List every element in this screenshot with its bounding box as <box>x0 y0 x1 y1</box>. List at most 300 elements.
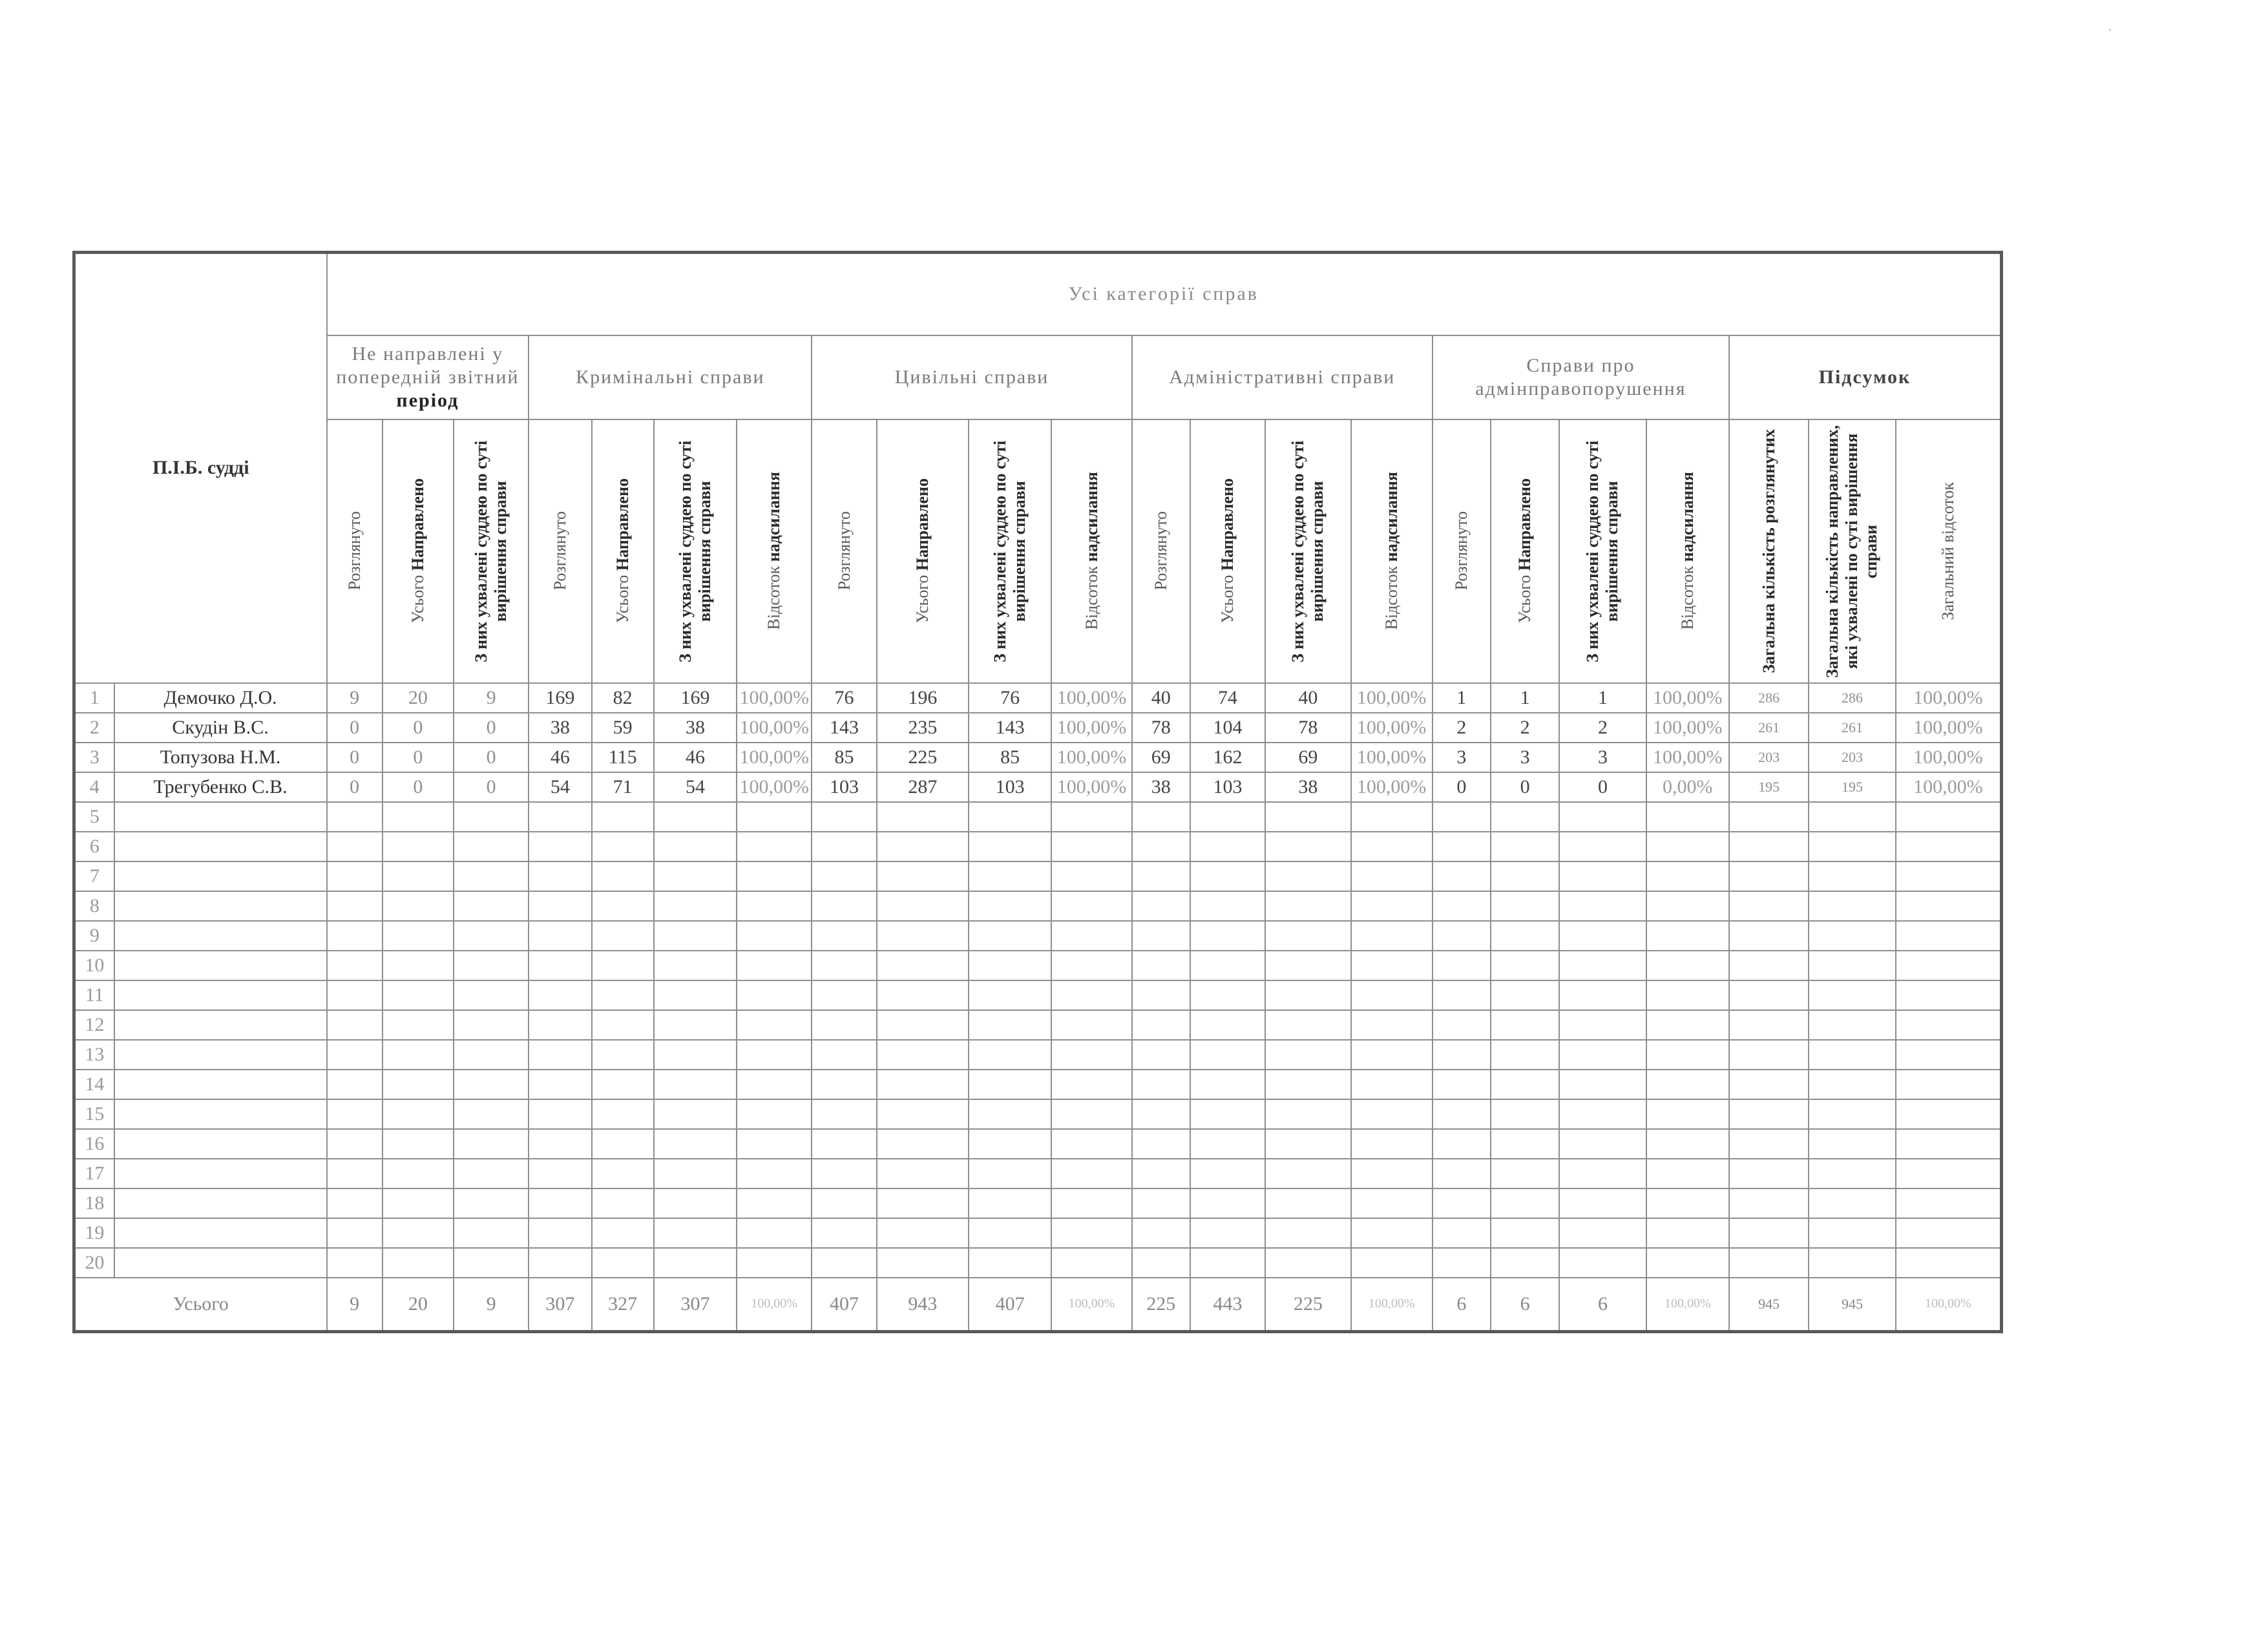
column-header <box>592 419 654 683</box>
table-cell <box>1433 951 1491 980</box>
table-cell <box>1051 951 1131 980</box>
row-number: 16 <box>74 1129 114 1159</box>
table-cell <box>1132 1010 1190 1040</box>
total-cell: 945 <box>1729 1278 1809 1332</box>
row-number: 13 <box>74 1040 114 1070</box>
table-cell <box>812 1129 876 1159</box>
judge-name <box>114 861 327 891</box>
table-cell <box>1351 980 1433 1010</box>
table-cell <box>737 891 812 921</box>
column-header <box>737 419 812 683</box>
table-cell <box>454 1040 529 1070</box>
table-cell <box>1351 1188 1433 1218</box>
column-header-text <box>676 422 715 681</box>
table-cell <box>383 861 454 891</box>
table-cell <box>1265 832 1350 861</box>
table-cell <box>327 1159 383 1188</box>
column-header-bold: Направлено <box>1218 478 1237 571</box>
table-cell <box>1896 951 2002 980</box>
table-cell: 115 <box>592 743 654 772</box>
table-cell <box>1809 1099 1895 1129</box>
table-cell <box>969 1188 1051 1218</box>
table-cell <box>1646 1129 1729 1159</box>
column-header-plain: Усього <box>912 571 932 624</box>
table-cell <box>1491 1129 1559 1159</box>
table-cell <box>383 1010 454 1040</box>
table-cell <box>1896 1099 2002 1129</box>
table-cell <box>1646 1248 1729 1278</box>
table-cell <box>454 1099 529 1129</box>
table-cell <box>1433 1129 1491 1159</box>
table-cell <box>1132 951 1190 980</box>
table-cell <box>812 980 876 1010</box>
table-cell <box>1132 1040 1190 1070</box>
column-header-text <box>1218 478 1237 623</box>
table-cell <box>969 1070 1051 1099</box>
table-cell <box>454 1010 529 1040</box>
table-cell <box>812 802 876 832</box>
column-header <box>1265 419 1350 683</box>
total-cell: 100,00% <box>1051 1278 1131 1332</box>
table-cell <box>812 921 876 951</box>
table-cell: 54 <box>529 772 591 802</box>
group-header <box>812 335 1131 419</box>
table-cell <box>592 802 654 832</box>
table-cell: 100,00% <box>1896 713 2002 743</box>
table-cell: 3 <box>1559 743 1646 772</box>
table-cell <box>1051 861 1131 891</box>
table-cell: 100,00% <box>1896 743 2002 772</box>
table-cell <box>969 1040 1051 1070</box>
table-cell <box>737 1218 812 1248</box>
column-header-plain: Відсоток <box>1677 562 1697 630</box>
table-cell: 0 <box>327 743 383 772</box>
group-header <box>1433 335 1729 419</box>
table-cell <box>1190 1129 1265 1159</box>
table-cell: 100,00% <box>1051 713 1131 743</box>
table-cell <box>812 861 876 891</box>
table-cell <box>1809 1070 1895 1099</box>
table-cell <box>877 1129 969 1159</box>
table-cell <box>812 1010 876 1040</box>
table-cell <box>654 1010 737 1040</box>
table-cell <box>1491 861 1559 891</box>
table-row <box>74 980 2002 1010</box>
table-row <box>74 1040 2002 1070</box>
table-cell: 0 <box>383 713 454 743</box>
column-header-plain: Відсоток <box>1381 562 1401 630</box>
judge-name <box>114 980 327 1010</box>
table-cell <box>1190 802 1265 832</box>
column-header <box>1051 419 1131 683</box>
table-cell: 286 <box>1809 683 1895 713</box>
table-cell <box>1729 832 1809 861</box>
table-row <box>74 1010 2002 1040</box>
total-cell: 225 <box>1265 1278 1350 1332</box>
table-cell <box>877 1070 969 1099</box>
row-number: 9 <box>74 921 114 951</box>
table-cell <box>1809 921 1895 951</box>
table-cell <box>969 802 1051 832</box>
table-cell: 100,00% <box>1051 683 1131 713</box>
table-cell: 0,00% <box>1646 772 1729 802</box>
judge-name <box>114 1099 327 1129</box>
table-cell <box>1729 861 1809 891</box>
table-cell <box>1646 951 1729 980</box>
table-cell <box>654 1129 737 1159</box>
table-cell <box>654 1188 737 1218</box>
judge-name <box>114 1159 327 1188</box>
table-cell <box>969 951 1051 980</box>
table-cell <box>1433 1070 1491 1099</box>
table-cell <box>1265 1218 1350 1248</box>
judge-name <box>114 832 327 861</box>
judge-name: Топузова Н.М. <box>114 743 327 772</box>
table-cell <box>592 1070 654 1099</box>
table-cell <box>327 951 383 980</box>
table-cell <box>1132 1218 1190 1248</box>
table-cell: 0 <box>454 713 529 743</box>
table-cell <box>592 891 654 921</box>
column-header <box>1809 419 1895 683</box>
table-cell <box>1809 980 1895 1010</box>
table-cell <box>1896 802 2002 832</box>
column-header-bold: надсилання <box>1381 472 1401 562</box>
table-cell <box>1491 802 1559 832</box>
table-cell <box>529 802 591 832</box>
table-cell <box>1646 1218 1729 1248</box>
column-header-bold: З них ухвалені суддею по суті вирішення справи <box>1583 439 1622 662</box>
table-cell: 100,00% <box>1351 772 1433 802</box>
table-cell <box>1729 891 1809 921</box>
table-cell <box>1051 1248 1131 1278</box>
column-header-text <box>613 478 633 623</box>
table-cell <box>1896 980 2002 1010</box>
table-cell: 100,00% <box>1051 743 1131 772</box>
table-row <box>74 713 2002 743</box>
table-cell <box>812 951 876 980</box>
table-cell <box>1896 1070 2002 1099</box>
table-cell <box>1433 980 1491 1010</box>
column-header-text <box>345 511 364 590</box>
table-cell <box>383 802 454 832</box>
table-cell: 169 <box>529 683 591 713</box>
table-cell: 38 <box>1265 772 1350 802</box>
total-cell: 9 <box>327 1278 383 1332</box>
table-cell <box>1051 1129 1131 1159</box>
table-cell <box>1351 1218 1433 1248</box>
column-header-plain: Усього <box>613 571 632 624</box>
table-cell <box>383 1040 454 1070</box>
column-header-text <box>1759 429 1779 673</box>
table-cell <box>529 921 591 951</box>
table-cell <box>327 980 383 1010</box>
table-cell <box>1896 861 2002 891</box>
table-cell: 38 <box>654 713 737 743</box>
table-cell <box>1351 832 1433 861</box>
group-header-label: Адміністративні справи <box>1169 366 1396 388</box>
table-row <box>74 1188 2002 1218</box>
table-cell <box>592 861 654 891</box>
table-cell <box>1809 1040 1895 1070</box>
table-cell: 100,00% <box>1646 683 1729 713</box>
table-cell <box>383 832 454 861</box>
total-cell: 100,00% <box>737 1278 812 1332</box>
table-cell: 0 <box>1559 772 1646 802</box>
total-cell: 6 <box>1433 1278 1491 1332</box>
table-cell <box>1809 832 1895 861</box>
table-cell <box>1646 891 1729 921</box>
column-header-plain: Усього <box>1218 571 1237 624</box>
table-cell <box>1433 1188 1491 1218</box>
column-header-text <box>1583 422 1622 681</box>
table-cell <box>327 1040 383 1070</box>
table-cell: 54 <box>654 772 737 802</box>
table-cell <box>454 1159 529 1188</box>
table-cell <box>1190 1070 1265 1099</box>
table-cell <box>737 1010 812 1040</box>
table-cell: 76 <box>969 683 1051 713</box>
judge-name <box>114 1010 327 1040</box>
table-cell <box>1809 1129 1895 1159</box>
row-number: 12 <box>74 1010 114 1040</box>
column-header-plain: Розглянуто <box>1151 511 1170 591</box>
table-cell <box>1559 980 1646 1010</box>
table-cell <box>1132 1129 1190 1159</box>
total-cell: 443 <box>1190 1278 1265 1332</box>
table-cell <box>529 1188 591 1218</box>
row-number: 8 <box>74 891 114 921</box>
column-header <box>1132 419 1190 683</box>
column-header <box>812 419 876 683</box>
column-header <box>383 419 454 683</box>
table-cell: 69 <box>1265 743 1350 772</box>
judge-name <box>114 1248 327 1278</box>
table-cell <box>1491 1010 1559 1040</box>
table-cell <box>969 921 1051 951</box>
group-header-label: Не направлені у попередній звітний <box>336 343 520 388</box>
table-cell <box>1729 1040 1809 1070</box>
table-cell: 2 <box>1433 713 1491 743</box>
table-cell <box>654 861 737 891</box>
table-cell <box>454 980 529 1010</box>
table-cell: 1 <box>1433 683 1491 713</box>
table-cell <box>454 891 529 921</box>
column-header <box>877 419 969 683</box>
table-cell <box>1559 802 1646 832</box>
table-cell <box>454 802 529 832</box>
table-cell <box>654 891 737 921</box>
table-cell: 100,00% <box>1646 713 1729 743</box>
table-row <box>74 921 2002 951</box>
table-cell <box>327 921 383 951</box>
table-cell <box>1729 1248 1809 1278</box>
table-cell: 2 <box>1559 713 1646 743</box>
column-header <box>1491 419 1559 683</box>
table-cell <box>1491 1188 1559 1218</box>
table-cell <box>877 1248 969 1278</box>
table-cell: 225 <box>877 743 969 772</box>
table-cell <box>1051 1159 1131 1188</box>
total-cell: 307 <box>654 1278 737 1332</box>
table-cell <box>1559 1099 1646 1129</box>
table-cell <box>1132 891 1190 921</box>
table-cell <box>1265 980 1350 1010</box>
table-cell: 100,00% <box>1896 683 2002 713</box>
table-cell <box>529 832 591 861</box>
total-cell: 9 <box>454 1278 529 1332</box>
table-cell <box>383 921 454 951</box>
table-cell <box>327 1010 383 1040</box>
table-cell <box>1132 980 1190 1010</box>
table-cell <box>1559 921 1646 951</box>
table-cell: 195 <box>1809 772 1895 802</box>
table-cell: 196 <box>877 683 969 713</box>
table-cell <box>1265 802 1350 832</box>
judges-statistics-table <box>72 251 2003 1333</box>
table-cell <box>383 980 454 1010</box>
table-cell: 0 <box>454 772 529 802</box>
table-cell <box>383 891 454 921</box>
table-cell <box>877 1099 969 1129</box>
table-cell: 0 <box>327 713 383 743</box>
column-header-plain: Усього <box>408 571 427 624</box>
table-cell: 287 <box>877 772 969 802</box>
column-header-text <box>1288 422 1327 681</box>
table-row <box>74 1099 2002 1129</box>
table-cell <box>327 1188 383 1218</box>
column-header-bold: Направлено <box>1515 478 1535 571</box>
column-header-text <box>835 511 854 590</box>
table-row <box>74 802 2002 832</box>
total-cell: 100,00% <box>1896 1278 2002 1332</box>
table-cell: 78 <box>1265 713 1350 743</box>
column-header-bold: З них ухвалені суддею по суті вирішення справи <box>1288 439 1327 662</box>
table-cell <box>454 1070 529 1099</box>
table-cell <box>1351 1040 1433 1070</box>
table-cell <box>1265 1248 1350 1278</box>
row-number: 10 <box>74 951 114 980</box>
table-cell <box>529 1040 591 1070</box>
table-cell <box>969 1218 1051 1248</box>
column-header-text <box>1151 511 1171 590</box>
group-header-row <box>74 335 2002 419</box>
table-cell <box>737 1070 812 1099</box>
table-cell <box>1265 891 1350 921</box>
group-header <box>529 335 812 419</box>
table-cell <box>969 891 1051 921</box>
table-cell <box>1646 1188 1729 1218</box>
table-cell: 59 <box>592 713 654 743</box>
table-cell: 100,00% <box>1896 772 2002 802</box>
table-cell: 1 <box>1559 683 1646 713</box>
table-cell <box>383 951 454 980</box>
table-cell <box>877 802 969 832</box>
table-cell <box>1646 921 1729 951</box>
table-cell <box>1351 802 1433 832</box>
table-cell: 3 <box>1491 743 1559 772</box>
table-cell: 162 <box>1190 743 1265 772</box>
table-cell <box>1646 1159 1729 1188</box>
table-cell <box>654 951 737 980</box>
table-cell <box>592 951 654 980</box>
table-cell <box>1190 921 1265 951</box>
table-cell <box>1559 1010 1646 1040</box>
table-cell <box>592 921 654 951</box>
column-header-text <box>472 422 510 681</box>
table-cell: 40 <box>1265 683 1350 713</box>
table-cell: 38 <box>1132 772 1190 802</box>
table-cell <box>1132 1099 1190 1129</box>
total-cell: 327 <box>592 1278 654 1332</box>
table-cell <box>1051 832 1131 861</box>
table-cell: 235 <box>877 713 969 743</box>
table-cell <box>1809 1248 1895 1278</box>
table-cell <box>592 1129 654 1159</box>
table-cell: 85 <box>969 743 1051 772</box>
table-cell <box>1265 1070 1350 1099</box>
table-cell <box>1265 861 1350 891</box>
column-header <box>969 419 1051 683</box>
judge-name <box>114 1070 327 1099</box>
table-cell <box>877 921 969 951</box>
table-cell <box>812 1248 876 1278</box>
table-cell <box>737 1188 812 1218</box>
table-cell <box>877 861 969 891</box>
table-cell <box>1729 921 1809 951</box>
group-header <box>1132 335 1433 419</box>
table-cell <box>812 1099 876 1129</box>
table-row <box>74 743 2002 772</box>
table-cell: 103 <box>812 772 876 802</box>
column-header <box>1433 419 1491 683</box>
table-cell: 100,00% <box>1646 743 1729 772</box>
column-header-plain: Розглянуто <box>344 511 364 591</box>
table-cell: 69 <box>1132 743 1190 772</box>
table-cell: 261 <box>1809 713 1895 743</box>
table-cell <box>592 980 654 1010</box>
total-cell: 20 <box>383 1278 454 1332</box>
table-cell <box>454 1129 529 1159</box>
group-header <box>1729 335 2002 419</box>
table-cell <box>1190 1188 1265 1218</box>
table-cell <box>1351 951 1433 980</box>
table-cell: 85 <box>812 743 876 772</box>
table-cell <box>1265 1010 1350 1040</box>
table-cell <box>529 1070 591 1099</box>
table-cell <box>877 1040 969 1070</box>
table-cell <box>1433 802 1491 832</box>
column-header-text <box>1938 482 1958 620</box>
table-cell: 203 <box>1729 743 1809 772</box>
table-cell: 143 <box>812 713 876 743</box>
table-row <box>74 861 2002 891</box>
table-cell <box>1559 1188 1646 1218</box>
table-cell <box>1646 802 1729 832</box>
table-cell <box>737 951 812 980</box>
table-cell <box>1896 1248 2002 1278</box>
table-cell <box>1559 861 1646 891</box>
table-cell: 195 <box>1729 772 1809 802</box>
table-cell <box>1433 1010 1491 1040</box>
table-cell <box>327 802 383 832</box>
table-cell <box>1491 832 1559 861</box>
table-cell <box>1051 1040 1131 1070</box>
group-header <box>327 335 529 419</box>
table-cell: 203 <box>1809 743 1895 772</box>
table-cell <box>1896 1129 2002 1159</box>
column-header-text <box>1082 472 1102 629</box>
